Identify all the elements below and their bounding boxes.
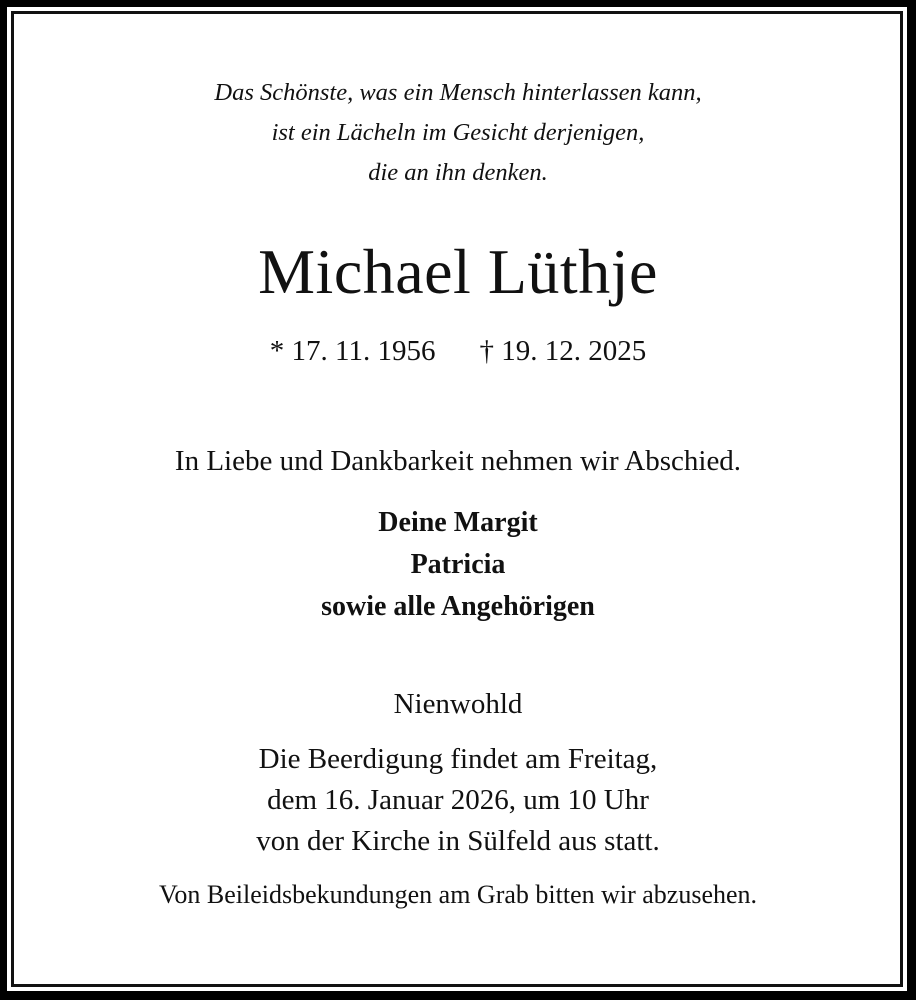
life-dates bbox=[0, 331, 916, 371]
deceased-name: Michael Lüthje bbox=[258, 236, 658, 307]
quote-line: ist ein Lächeln im Gesicht derjenigen, bbox=[271, 119, 645, 146]
funeral-line: Die Beerdigung findet am Freitag, bbox=[258, 743, 658, 775]
mourner: Patricia bbox=[410, 549, 506, 580]
mourner: sowie alle Angehörigen bbox=[321, 591, 595, 622]
death-date: † 19. 12. 2025 bbox=[479, 335, 647, 367]
funeral-line: von der Kirche in Sülfeld aus statt. bbox=[256, 825, 660, 857]
funeral-line: dem 16. Januar 2026, um 10 Uhr bbox=[267, 784, 649, 816]
condolence-note: Von Beileidsbekundungen am Grab bitten wir abzusehen. bbox=[158, 880, 758, 909]
quote-line: die an ihn denken. bbox=[368, 159, 548, 186]
mourner: Deine Margit bbox=[378, 507, 538, 538]
funeral-details bbox=[0, 739, 916, 862]
mourners-list bbox=[0, 502, 916, 628]
quote-line: Das Schönste, was ein Mensch hinterlassen kann, bbox=[214, 79, 702, 106]
place-name: Nienwohld bbox=[393, 688, 523, 720]
memorial-quote bbox=[0, 73, 916, 193]
farewell-text: In Liebe und Dankbarkeit nehmen wir Abschied. bbox=[174, 445, 742, 477]
birth-date: * 17. 11. 1956 bbox=[269, 335, 436, 367]
